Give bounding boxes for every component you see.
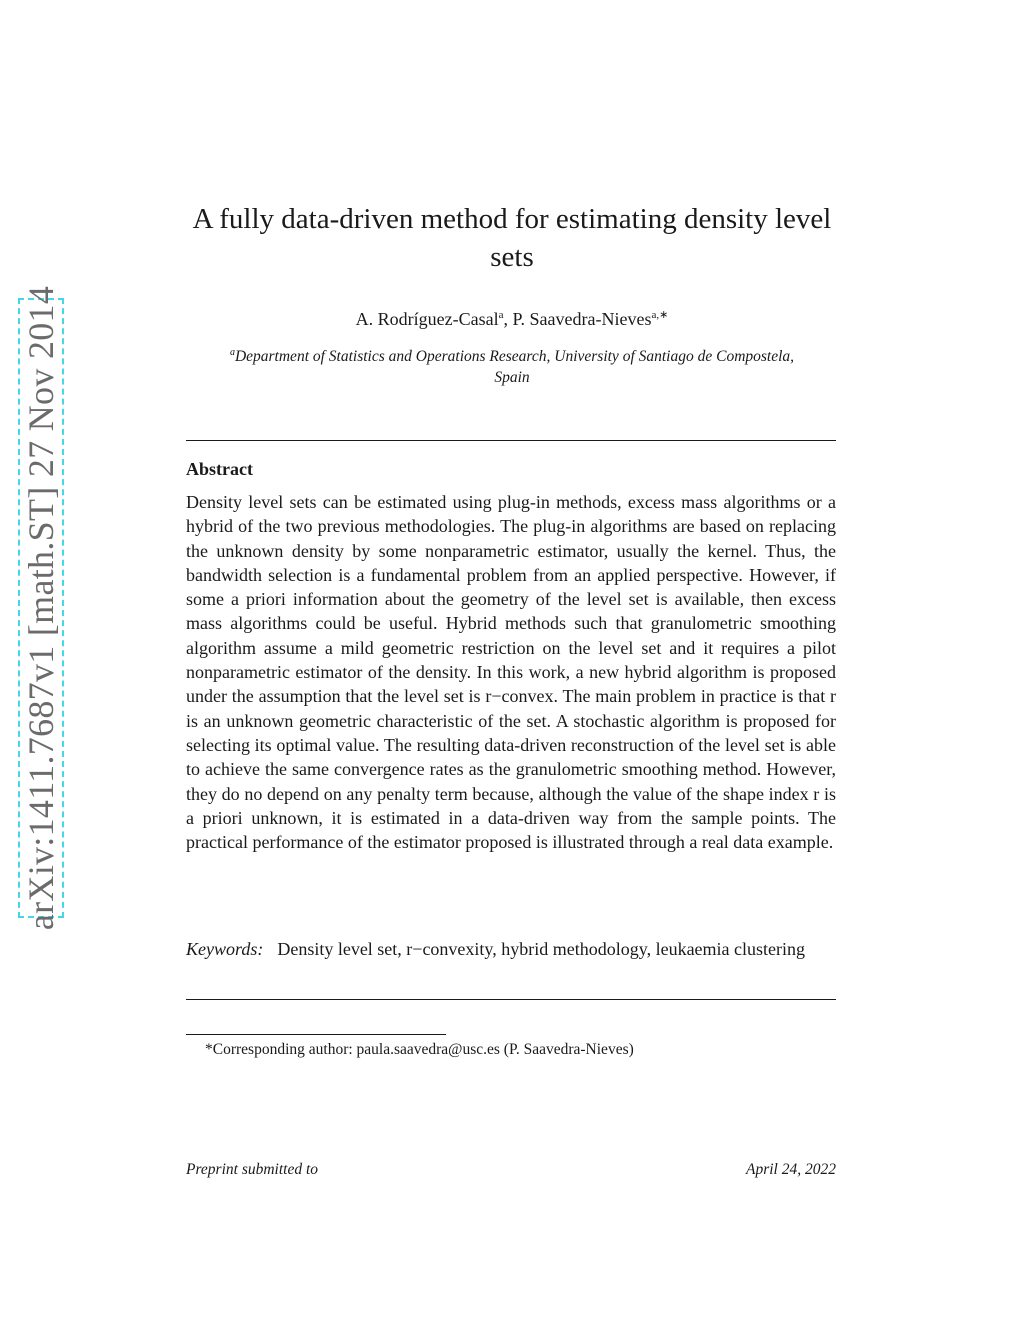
keywords [186,937,836,961]
author-affiliation-marker-1: a [498,309,504,321]
keywords-text: Density level set, r−convexity, hybrid methodology, leukaemia clustering [277,939,806,959]
affiliation-text: Department of Statistics and Operations Research, University of Santiago de Compostela, Spain [234,348,795,387]
corresponding-author-footnote: *Corresponding author: paula.saavedra@usc.es (P. Saavedra-Nieves) [205,1041,634,1058]
footnote-divider [186,1034,446,1035]
arxiv-sidebar-stamp [18,285,64,931]
affiliation-marker: a [229,347,235,358]
paper-title: A fully data-driven method for estimating density level sets [192,203,832,273]
arxiv-identifier[interactable]: arXiv:1411.7687v1 [math.ST] 27 Nov 2014 [21,285,61,931]
abstract-top-divider [186,440,836,441]
author-line [170,304,854,330]
author-name-2: P. Saavedra-Nieves [512,309,652,329]
compile-date: April 24, 2022 [746,1161,836,1178]
affiliation [215,342,809,388]
abstract-body: Density level sets can be estimated using plug-in methods, excess mass algorithms or a hybrid of the two previous methodologies. The plug-in algorithms are based on replacing the unknown density by some nonparametric estimator, usually the kernel. Thus, the bandwidth selection is a fundamental problem from an applied perspective. However, if some a priori information about the geometry of the level set is available, then excess mass algorithms could be useful. Hybrid methods such that granulometric smoothing algorithm assume a mild geometric restriction on the level set and it requires a pilot nonparametric estimator of the density. In this work, a new hybrid algorithm is proposed under the assumption that the level set is r−convex. The main problem in practice is that r is an unknown geometric characteristic of the set. A stochastic algorithm is proposed for selecting its optimal value. The resulting data-driven reconstruction of the level set is able to achieve the same convergence rates as the granulometric smoothing method. However, they do no depend on any penalty term because, although the value of the shape index r is a priori unknown, it is estimated in a data-driven way from the sample points. The practical performance of the estimator proposed is illustrated through a real data example. [186,492,836,853]
abstract-heading: Abstract [186,459,253,479]
preprint-notice: Preprint submitted to [186,1161,319,1178]
keywords-label: Keywords: [186,939,264,959]
abstract-bottom-divider [186,999,836,1000]
author-affiliation-marker-2: a,∗ [651,309,669,321]
author-separator: , [503,309,513,329]
author-name-1: A. Rodríguez-Casal [355,309,499,329]
